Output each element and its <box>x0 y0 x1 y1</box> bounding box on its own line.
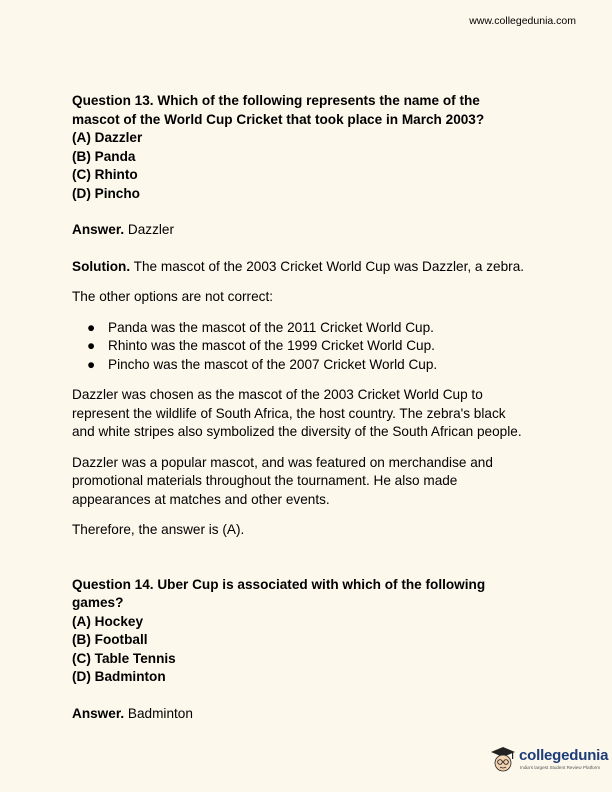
question-13-option-d: (D) Pincho <box>72 185 140 201</box>
question-13-line-1: Question 13. Which of the following represents the name of the <box>72 93 480 108</box>
question-13-solution <box>72 258 552 277</box>
question-14-option-b: (B) Football <box>72 632 148 647</box>
question-13-line-2: mascot of the World Cup Cricket that took place in March 2003? <box>72 111 485 127</box>
graduate-mascot-icon <box>490 746 516 774</box>
logo-tagline: India's largest Student Review Platform <box>520 765 601 770</box>
question-14-answer <box>72 705 552 724</box>
header-url: www.collegedunia.com <box>469 15 576 27</box>
question-14-line-1: Question 14. Uber Cup is associated with which of the following <box>72 576 486 592</box>
answer-value: Badminton <box>127 705 193 721</box>
collegedunia-logo <box>490 744 609 778</box>
explanation-paragraph-1: Dazzler was chosen as the mascot of the 2003 Cricket World Cup to represent the wildlife of South Africa, the host country. The zebra's black and white stripes also symbolized the diversity of the South African people. <box>72 387 522 439</box>
document-body <box>72 92 552 723</box>
list-item: ● Pincho was the mascot of the 2007 Cricket World Cup. <box>108 356 552 375</box>
bullet-icon: ● <box>87 338 96 353</box>
question-14-option-a: (A) Hockey <box>72 613 144 629</box>
solution-label: Solution. <box>72 258 131 274</box>
question-13-option-c: (C) Rhinto <box>72 167 138 182</box>
question-14 <box>72 576 552 687</box>
answer-label: Answer. <box>72 222 125 237</box>
bullet-icon: ● <box>87 356 96 372</box>
question-14-line-2: games? <box>72 595 124 610</box>
question-13-answer <box>72 221 552 240</box>
other-options-intro: The other options are not correct: <box>72 289 273 304</box>
question-13-option-a: (A) Dazzler <box>72 130 143 145</box>
question-14-option-c: (C) Table Tennis <box>72 650 176 666</box>
logo-text: collegedunia <box>519 747 609 764</box>
question-14-option-d: (D) Badminton <box>72 669 166 684</box>
solution-text: The mascot of the 2003 Cricket World Cup was Dazzler, a zebra. <box>133 258 525 274</box>
question-13 <box>72 92 552 203</box>
list-item: ● Panda was the mascot of the 2011 Cricket World Cup. <box>108 319 552 338</box>
conclusion: Therefore, the answer is (A). <box>72 522 245 537</box>
other-options-list <box>72 319 552 375</box>
list-item: ● Rhinto was the mascot of the 1999 Cricket World Cup. <box>108 337 552 356</box>
explanation-paragraph-2: Dazzler was a popular mascot, and was featured on merchandise and promotional materials throughout the tournament. He also made appearances at matches and other events. <box>72 454 493 507</box>
answer-value: Dazzler <box>127 222 174 237</box>
bullet-icon: ● <box>87 319 96 335</box>
question-13-option-b: (B) Panda <box>72 148 136 164</box>
answer-label: Answer. <box>72 705 125 721</box>
